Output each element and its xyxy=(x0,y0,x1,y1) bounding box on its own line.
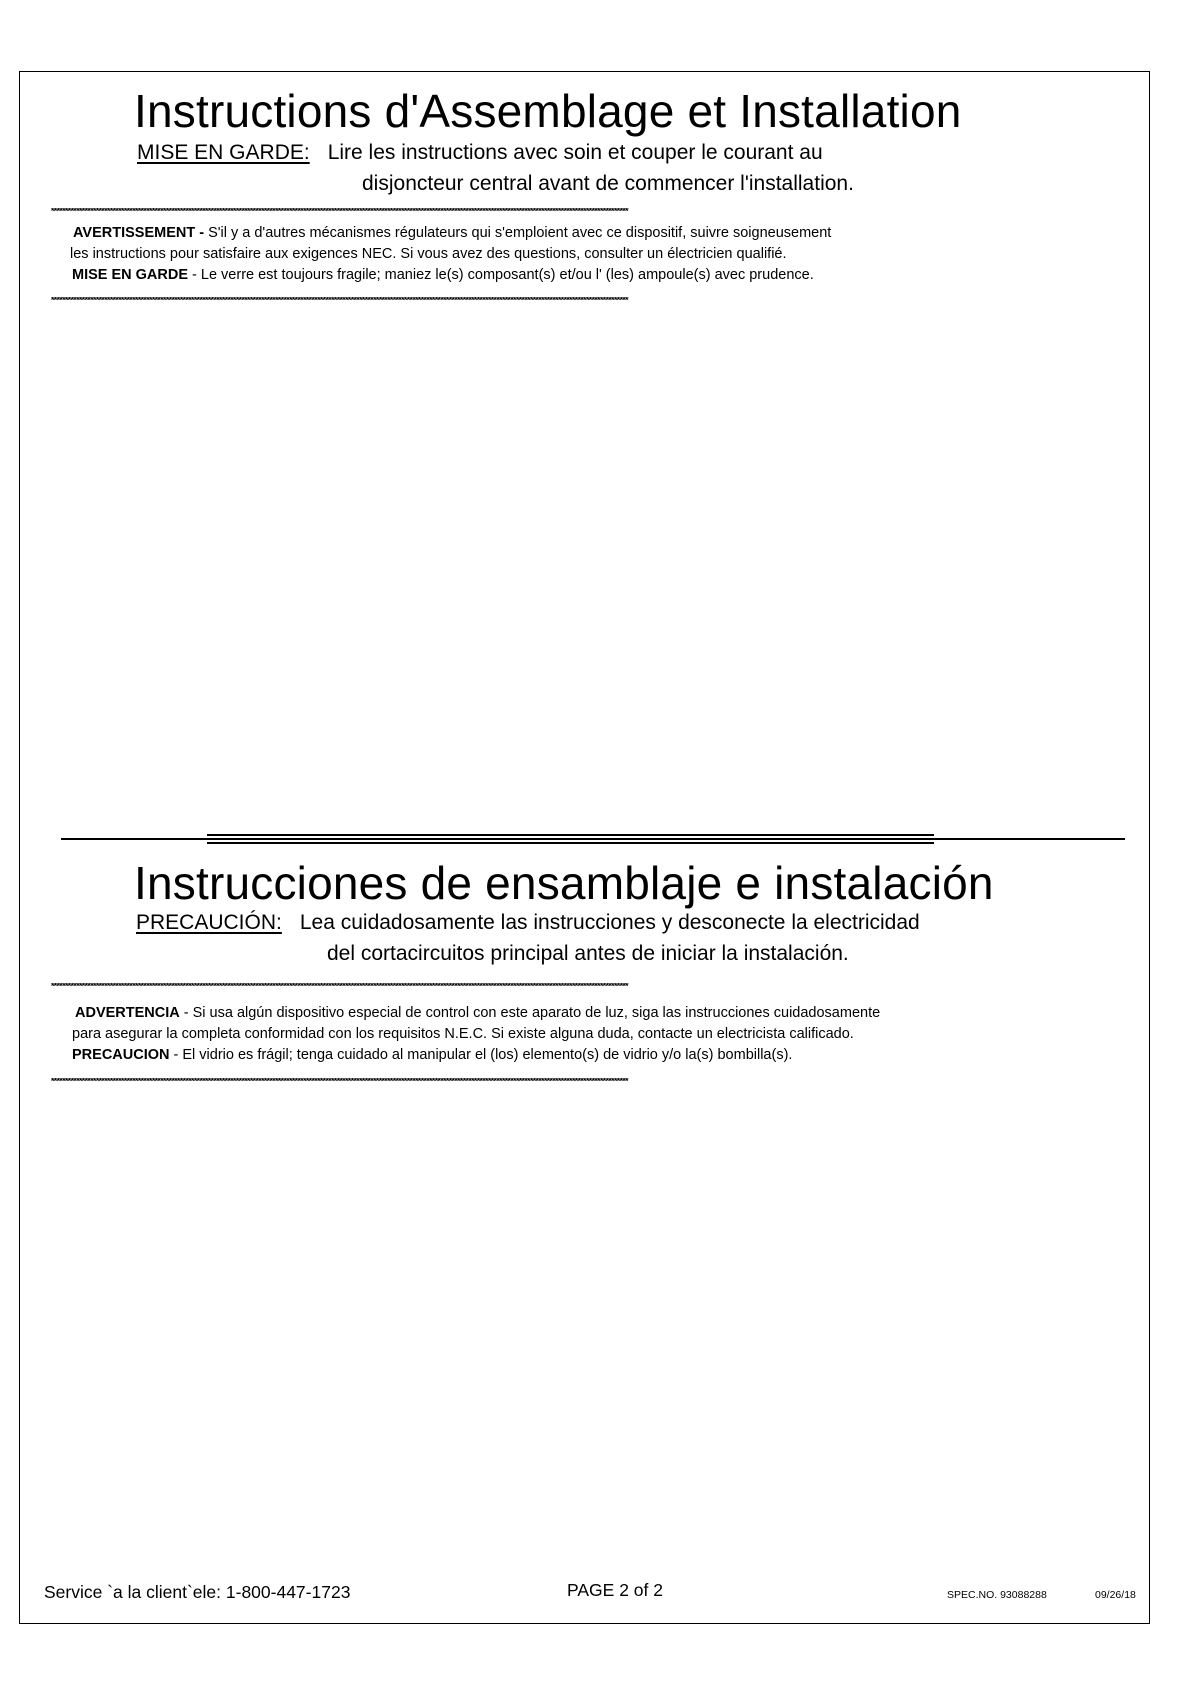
french-warning-text-1: S'il y a d'autres mécanismes régulateurs qui s'emploient avec ce dispositif, suivre soigneusement xyxy=(204,225,832,241)
spanish-caution-note xyxy=(72,1045,792,1065)
spanish-caution-note-text: - El vidrio es frágil; tenga cuidado al manipular el (los) elemento(s) de vidrio y/o la(s) bombilla(s). xyxy=(169,1047,793,1063)
spanish-warning-line-2: para asegurar la completa conformidad con los requisitos N.E.C. Si existe alguna duda, contacte un electricista calificado. xyxy=(72,1026,854,1042)
spanish-warning-line-1 xyxy=(75,1003,880,1023)
french-stars-bottom: ************************************************************************************************************************************************************************************************************** xyxy=(50,297,627,306)
spanish-stars-top: ************************************************************************************************************************************************************************************************************** xyxy=(50,983,627,992)
page-number: PAGE 2 of 2 xyxy=(567,1580,663,1600)
french-caution-label: MISE EN GARDE: xyxy=(137,141,310,164)
spanish-caution-label: PRECAUCIÓN: xyxy=(136,911,282,934)
spanish-caution-note-label: PRECAUCION xyxy=(72,1047,170,1063)
french-caution-line-2: disjoncteur central avant de commencer l'installation. xyxy=(362,172,854,195)
french-title: Instructions d'Assemblage et Installation xyxy=(134,85,962,137)
spanish-warning-text-1: - Si usa algún dispositivo especial de control con este aparato de luz, siga las instrucciones cuidadosamente xyxy=(179,1005,881,1021)
french-caution-note-label: MISE EN GARDE xyxy=(72,267,189,283)
french-warning-line-2: les instructions pour satisfaire aux exigences NEC. Si vous avez des questions, consulter un électricien qualifié. xyxy=(70,246,787,262)
french-caution-line-1 xyxy=(137,141,823,165)
spanish-caution-text-1: Lea cuidadosamente las instrucciones y desconecte la electricidad xyxy=(299,911,920,934)
french-warning-line-1 xyxy=(73,223,831,243)
spanish-caution-line-1 xyxy=(136,911,920,935)
spanish-title: Instrucciones de ensamblaje e instalación xyxy=(134,857,994,909)
french-stars-top: ************************************************************************************************************************************************************************************************************** xyxy=(50,208,627,217)
spanish-stars-bottom: ************************************************************************************************************************************************************************************************************** xyxy=(50,1078,627,1087)
french-caution-text-1: Lire les instructions avec soin et couper le courant au xyxy=(327,141,823,164)
french-caution-note-text: - Le verre est toujours fragile; maniez le(s) composant(s) et/ou l' (les) ampoule(s) avec prudence. xyxy=(188,267,814,283)
spec-date: 09/26/18 xyxy=(1095,1589,1136,1601)
section-divider-outer xyxy=(61,838,1125,840)
spanish-warning-label: ADVERTENCIA xyxy=(75,1005,180,1021)
customer-service-phone: Service `a la client`ele: 1-800-447-1723 xyxy=(44,1582,351,1602)
spec-number: SPEC.NO. 93088288 xyxy=(947,1589,1047,1601)
section-divider-inner-bottom xyxy=(207,842,934,844)
spanish-caution-line-2: del cortacircuitos principal antes de iniciar la instalación. xyxy=(327,942,849,965)
french-warning-label: AVERTISSEMENT - xyxy=(73,225,205,241)
french-caution-note xyxy=(72,265,814,285)
section-divider-inner-top xyxy=(207,834,934,836)
